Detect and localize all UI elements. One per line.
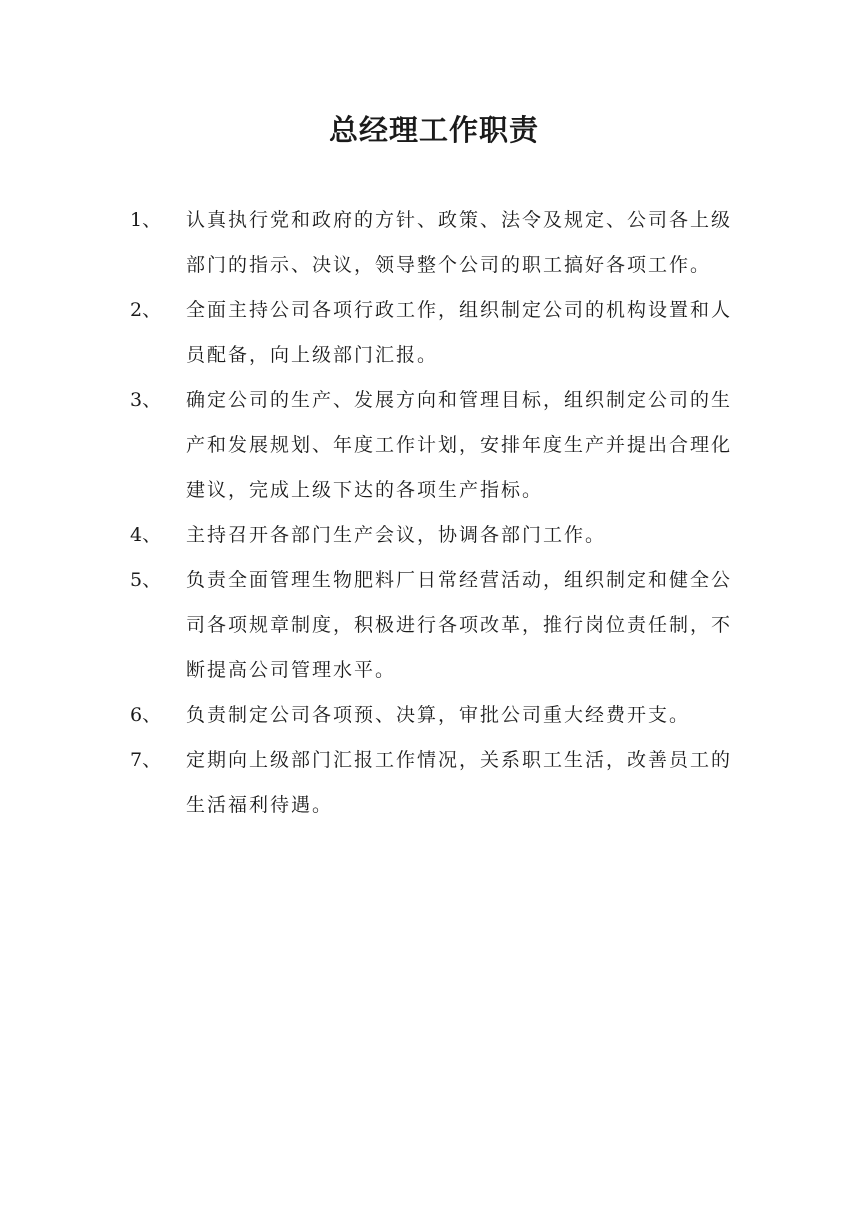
duty-item-3 (130, 378, 750, 513)
duty-text: 负责制定公司各项预、决算，审批公司重大经费开支。 (186, 704, 691, 726)
duty-item-1 (130, 198, 750, 288)
duty-text: 负责全面管理生物肥料厂日常经营活动，组织制定和健全公司各项规章制度，积极进行各项改革，推行岗位责任制，不断提高公司管理水平。 (186, 569, 733, 681)
duty-text: 确定公司的生产、发展方向和管理目标，组织制定公司的生产和发展规划、年度工作计划，安排年度生产并提出合理化建议，完成上级下达的各项生产指标。 (186, 389, 733, 501)
duty-text: 主持召开各部门生产会议，协调各部门工作。 (186, 524, 607, 546)
duty-number: 7、 (130, 749, 162, 771)
duty-item-6 (130, 693, 750, 738)
duty-text: 定期向上级部门汇报工作情况，关系职工生活，改善员工的生活福利待遇。 (186, 749, 733, 816)
duty-number: 2、 (130, 299, 162, 321)
duty-text: 全面主持公司各项行政工作，组织制定公司的机构设置和人员配备，向上级部门汇报。 (186, 299, 733, 366)
duty-item-2 (130, 288, 750, 378)
duty-number: 1、 (130, 209, 162, 231)
duty-list (130, 198, 750, 828)
duty-item-7 (130, 738, 750, 828)
duty-number: 6、 (130, 704, 162, 726)
duty-number: 5、 (130, 569, 162, 591)
document-title: 总经理工作职责 (328, 113, 539, 147)
duty-number: 3、 (130, 389, 162, 411)
duty-number: 4、 (130, 524, 162, 546)
duty-item-5 (130, 558, 750, 693)
duty-item-4 (130, 513, 750, 558)
duty-text: 认真执行党和政府的方针、政策、法令及规定、公司各上级部门的指示、决议，领导整个公司的职工搞好各项工作。 (186, 209, 733, 276)
